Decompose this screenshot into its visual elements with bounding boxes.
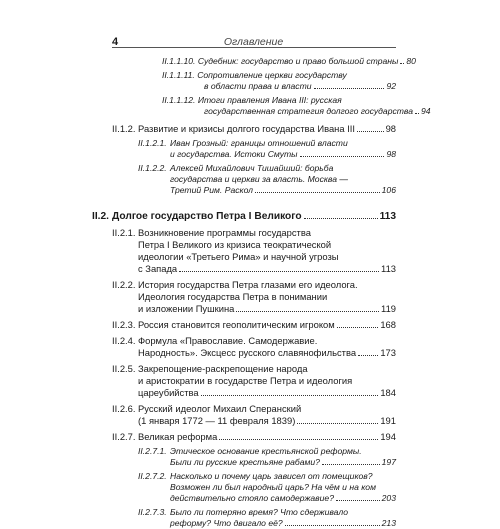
toc-entry[interactable] <box>112 335 396 359</box>
toc-page-number: 168 <box>380 319 396 330</box>
dot-leader <box>336 500 380 501</box>
toc-entry-title: и государства. Истоки Смуты <box>170 149 298 159</box>
toc-entry-title: Были ли русские крестьяне рабами? <box>170 457 320 467</box>
toc-page-number: 173 <box>380 347 396 358</box>
toc-entry[interactable] <box>112 56 416 67</box>
toc-entry-number: II.2.2. <box>112 279 136 290</box>
toc-entry-title: в области права и власти <box>204 81 312 91</box>
toc-entry-title: идеологии «Третьего Рима» и научной угрозы <box>138 251 339 262</box>
toc-page-number: 98 <box>386 149 396 159</box>
dot-leader <box>357 131 384 132</box>
toc-page-number: 184 <box>380 387 396 398</box>
toc-entry-number: II.1.2.1. <box>138 138 167 148</box>
toc-entry[interactable] <box>92 210 396 223</box>
toc-page-number: 191 <box>380 415 396 426</box>
toc-entry[interactable] <box>112 227 396 275</box>
toc-entry-number: II.2.3. <box>112 319 136 330</box>
toc-entry-title: и изложении Пушкина <box>138 303 235 314</box>
toc-entry-number: II.2.7.1. <box>138 446 167 456</box>
toc-entry-number: II.2.7.3. <box>138 507 167 517</box>
toc-entry[interactable] <box>112 95 431 117</box>
toc-entry[interactable] <box>112 446 396 468</box>
toc-entry[interactable] <box>112 70 396 92</box>
dot-leader <box>219 439 378 440</box>
toc-entry-title: Алексей Михайлович Тишайший: борьба <box>170 163 334 173</box>
dot-leader <box>415 113 419 114</box>
dot-leader <box>314 88 385 89</box>
toc-entry-title: II.1.1.10. Судебник: государство и право большой страны <box>162 56 399 66</box>
toc-page-number: 113 <box>379 211 396 222</box>
toc-page-number: 203 <box>381 493 396 503</box>
toc-page-number: 92 <box>386 81 396 91</box>
toc-page-number: 113 <box>381 263 396 274</box>
dot-leader <box>236 311 379 312</box>
toc-entry-number: II.1.2.2. <box>138 163 167 173</box>
dot-leader <box>201 395 379 396</box>
toc-entry-title: и аристократии в государстве Петра и идеология <box>138 375 353 386</box>
running-title: Оглавление <box>223 36 284 48</box>
dot-leader <box>179 271 379 272</box>
toc-entry-title: II.1.1.11. Сопротивление церкви государству <box>162 70 347 80</box>
toc-entry-title: История государства Петра глазами его идеолога. <box>138 279 358 290</box>
toc-entry-title: Формула «Православие. Самодержавие. <box>138 335 318 346</box>
toc-entry-title: Закрепощение-раскрепощение народа <box>138 363 308 374</box>
toc-page-number: 106 <box>381 185 396 195</box>
table-of-contents <box>92 56 431 529</box>
toc-entry[interactable] <box>112 138 396 160</box>
toc-entry[interactable] <box>112 471 396 504</box>
toc-entry-title: Развитие и кризисы долгого государства Ивана III <box>138 123 355 134</box>
toc-entry-number: II.1.2. <box>112 123 136 134</box>
toc-entry[interactable] <box>112 507 396 529</box>
toc-entry[interactable] <box>112 431 396 443</box>
dot-leader <box>300 156 385 157</box>
toc-entry-title: Великая реформа <box>138 431 218 442</box>
toc-entry[interactable] <box>112 403 396 427</box>
dot-leader <box>285 525 380 526</box>
toc-entry-number: II.2.7.2. <box>138 471 167 481</box>
dot-leader <box>297 423 378 424</box>
toc-entry-title: Возможен ли был народный царь? На чём и на ком <box>170 482 376 492</box>
toc-entry-title: Третий Рим. Раскол <box>170 185 254 195</box>
toc-entry-number: II.2.1. <box>112 227 136 238</box>
dot-leader <box>304 218 378 219</box>
toc-entry-title: Петра I Великого из кризиса теократической <box>138 239 332 250</box>
toc-page-number: 80 <box>406 56 416 66</box>
toc-entry-title: цареубийства <box>138 387 199 398</box>
toc-entry-title: действительно стояло самодержавие? <box>170 493 334 503</box>
toc-entry-title: II.1.1.12. Итоги правления Ивана III: русская <box>162 95 342 105</box>
toc-entry-title: государственная стратегия долгого государства <box>204 106 414 116</box>
toc-page-number: 119 <box>381 303 396 314</box>
toc-entry-title: Насколько и почему царь зависел от помещиков? <box>170 471 373 481</box>
toc-entry-title: Долгое государство Петра I Великого <box>112 211 302 222</box>
toc-entry-number: II.2. <box>92 211 109 222</box>
toc-entry-title: Иван Грозный: границы отношений власти <box>170 138 348 148</box>
toc-page-number: 213 <box>381 518 396 528</box>
toc-page-number: 94 <box>421 106 431 116</box>
toc-entry[interactable] <box>112 279 396 315</box>
toc-entry-title: Этическое основание крестьянской реформы. <box>170 446 362 456</box>
toc-entry-number: II.2.7. <box>112 431 136 442</box>
toc-entry-title: Идеология государства Петра в понимании <box>138 291 328 302</box>
toc-entry[interactable] <box>112 363 396 399</box>
toc-page-number: 197 <box>381 457 396 467</box>
toc-entry[interactable] <box>112 163 396 196</box>
toc-page-number: 194 <box>380 431 396 442</box>
dot-leader <box>358 355 378 356</box>
page-number: 4 <box>112 36 119 48</box>
toc-entry-number: II.2.5. <box>112 363 136 374</box>
toc-entry-title: государства и церкви за власть. Москва — <box>170 174 348 184</box>
toc-entry[interactable] <box>112 319 396 331</box>
dot-leader <box>255 192 380 193</box>
toc-entry-title: Русский идеолог Михаил Сперанский <box>138 403 302 414</box>
toc-entry-number: II.2.6. <box>112 403 136 414</box>
dot-leader <box>337 327 379 328</box>
dot-leader <box>400 63 404 64</box>
header-rule <box>112 47 396 48</box>
toc-entry[interactable] <box>112 123 396 135</box>
dot-leader <box>322 464 380 465</box>
toc-entry-title: реформу? Что двигало её? <box>170 518 283 528</box>
toc-entry-title: Россия становится геополитическим игроком <box>138 319 335 330</box>
toc-page-number: 98 <box>385 123 396 134</box>
toc-entry-title: Народность». Эксцесс русского славянофильства <box>138 347 357 358</box>
toc-entry-title: с Запада <box>138 263 178 274</box>
toc-entry-title: Возникновение программы государства <box>138 227 311 238</box>
toc-entry-number: II.2.4. <box>112 335 136 346</box>
toc-entry-title: Было ли потеряно время? Что сдерживало <box>170 507 348 517</box>
toc-entry-title: (1 января 1772 — 11 февраля 1839) <box>138 415 296 426</box>
